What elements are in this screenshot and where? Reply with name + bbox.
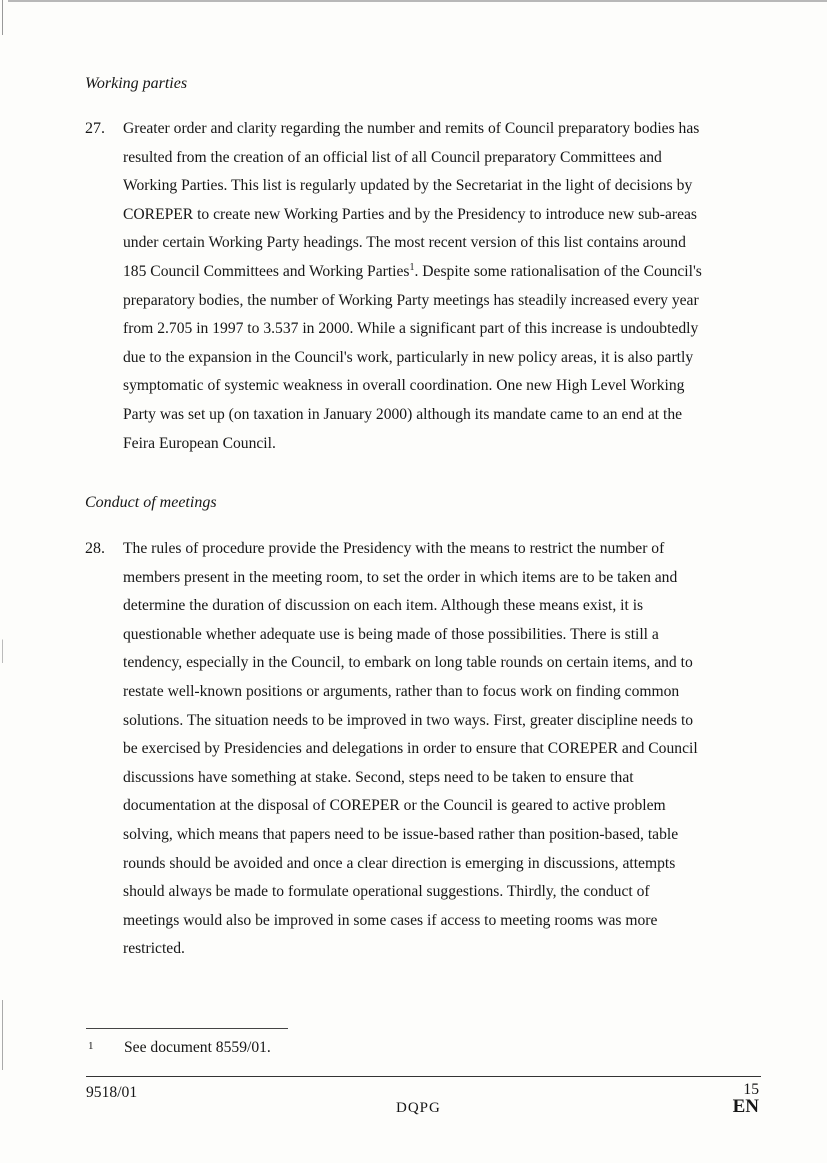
text-line: meetings would also be improved in some cases if access to meeting rooms was more	[123, 911, 658, 929]
footnote-number: 1	[88, 1040, 94, 1052]
text-line: The rules of procedure provide the Presidency with the means to restrict the number of	[123, 540, 665, 557]
text-line: restate well-known positions or arguments, rather than to focus work on finding common	[123, 682, 680, 700]
text-line: resulted from the creation of an official list of all Council preparatory Committees and	[123, 148, 662, 166]
paragraph-text	[123, 115, 745, 458]
text-line: rounds should be avoided and once a clear direction is emerging in discussions, attempts	[123, 854, 676, 872]
language-code: EN	[732, 1096, 759, 1117]
text-line: Party was set up (on taxation in January 2000) although its mandate came to an end at the	[123, 405, 683, 423]
paragraph-27	[85, 115, 745, 458]
footnote-reference[interactable]: 1	[409, 261, 415, 273]
text-line: symptomatic of systemic weakness in overall coordination. One new High Level Working	[123, 377, 685, 395]
section-heading-working-parties: Working parties	[85, 75, 188, 92]
text-line: should always be made to formulate operational suggestions. Thirdly, the conduct of	[123, 883, 650, 901]
paragraph-text	[123, 535, 745, 964]
text-line: Greater order and clarity regarding the number and remits of Council preparatory bodies has	[123, 120, 700, 137]
text-segment: . Despite some rationalisation of the Council's	[414, 262, 702, 280]
text-segment: 185 Council Committees and Working Parties	[123, 262, 410, 280]
text-line: restricted.	[123, 940, 185, 958]
text-line: due to the expansion in the Council's work, particularly in new policy areas, it is also partly	[123, 348, 694, 366]
text-line-with-footnote	[123, 258, 745, 287]
section-heading-conduct-of-meetings: Conduct of meetings	[85, 494, 217, 511]
scan-edge-left	[2, 0, 3, 1163]
text-line: discussions have something at stake. Second, steps need to be taken to ensure that	[123, 768, 634, 786]
footnote-separator	[86, 1028, 288, 1029]
text-line: solving, which means that papers need to be issue-based rather than position-based, table	[123, 825, 679, 843]
department-code: DQPG	[396, 1100, 441, 1116]
text-line: determine the duration of discussion on each item. Although these means exist, it is	[123, 597, 644, 615]
text-line: documentation at the disposal of COREPER or the Council is geared to active problem	[123, 797, 666, 815]
text-line: questionable whether adequate use is being made of those possibilities. There is still a	[123, 625, 659, 643]
text-line: tendency, especially in the Council, to embark on long table rounds on certain items, and to	[123, 654, 693, 672]
text-line: preparatory bodies, the number of Working Party meetings has steadily increased every year	[123, 291, 699, 309]
text-line: be exercised by Presidencies and delegations in order to ensure that COREPER and Council	[123, 740, 698, 758]
footnote-text: See document 8559/01.	[124, 1039, 271, 1056]
paragraph-number: 27.	[85, 120, 105, 137]
paragraph-28	[85, 535, 745, 964]
document-reference: 9518/01	[86, 1084, 138, 1101]
text-line: from 2.705 in 1997 to 3.537 in 2000. While a significant part of this increase is undoubtedly	[123, 320, 699, 338]
footer-separator	[86, 1076, 761, 1077]
paragraph-number: 28.	[85, 540, 105, 557]
text-line: under certain Working Party headings. The most recent version of this list contains around	[123, 234, 686, 252]
page-number: 15	[743, 1081, 759, 1098]
text-line: Working Parties. This list is regularly updated by the Secretariat in the light of decisions by	[123, 177, 693, 195]
scan-edge-top	[8, 0, 827, 6]
text-line: solutions. The situation needs to be improved in two ways. First, greater discipline needs to	[123, 711, 694, 729]
text-line: Feira European Council.	[123, 434, 276, 452]
text-line: COREPER to create new Working Parties and by the Presidency to introduce new sub-areas	[123, 205, 697, 223]
text-line: members present in the meeting room, to set the order in which items are to be taken and	[123, 568, 678, 586]
